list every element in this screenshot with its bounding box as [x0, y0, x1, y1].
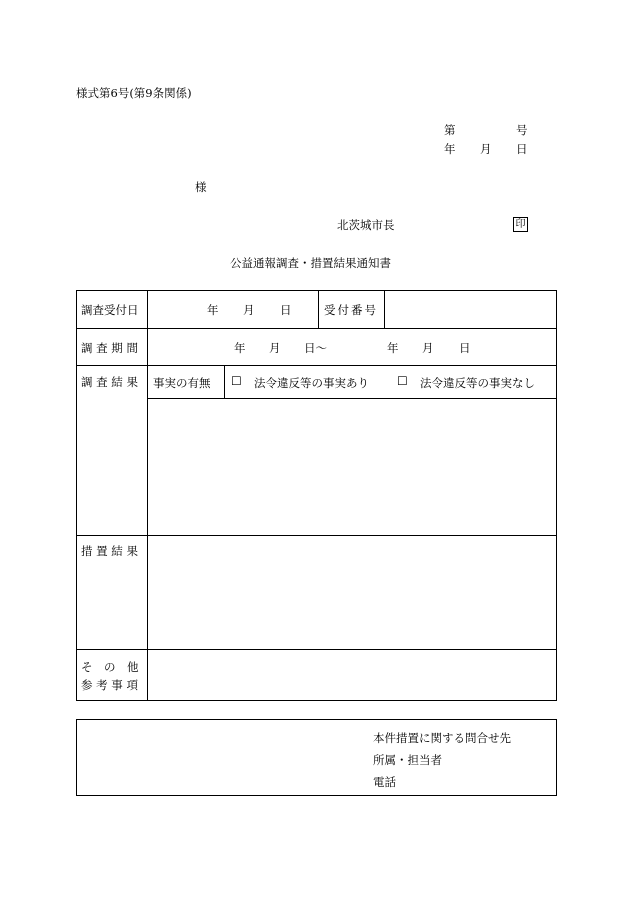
date-year: 年 [444, 142, 456, 156]
period-end-day: 日 [459, 341, 471, 355]
period-start-month: 月 [269, 341, 281, 355]
table-rule [76, 365, 557, 366]
period-start-day: 日〜 [304, 341, 327, 355]
measure-result-field[interactable] [152, 541, 552, 643]
other-label-line2: 参 考 事 項 [81, 678, 138, 692]
table-rule [318, 290, 319, 328]
checkbox-violation-no[interactable]: ☐ [397, 374, 408, 388]
option-violation-yes: 法令違反等の事実あり [254, 376, 369, 390]
seal-mark: 印 [513, 217, 528, 232]
receipt-number-field[interactable] [390, 297, 550, 321]
sender-name: 北茨城市長 [337, 218, 395, 232]
table-rule [224, 365, 225, 398]
document-title: 公益通報調査・措置結果通知書 [230, 256, 391, 270]
investigation-period-label: 調 査 期 間 [81, 341, 138, 355]
date-month: 月 [480, 142, 492, 156]
doc-number-suffix: 号 [516, 123, 528, 137]
table-rule [384, 290, 385, 328]
contact-heading: 本件措置に関する問合せ先 [373, 731, 511, 745]
date-day: 日 [516, 142, 528, 156]
form-number: 様式第6号(第9条関係) [76, 86, 192, 100]
investigation-result-label: 調 査 結 果 [81, 375, 138, 389]
receipt-number-label: 受付番号 [324, 303, 378, 317]
checkbox-violation-yes[interactable]: ☐ [231, 374, 242, 388]
measure-result-label: 措 置 結 果 [81, 544, 138, 558]
receipt-date-year: 年 [207, 303, 219, 317]
doc-number-prefix: 第 [444, 123, 456, 137]
option-violation-no: 法令違反等の事実なし [420, 376, 535, 390]
other-label-line1: そ の 他 [81, 660, 139, 674]
period-end-month: 月 [422, 341, 434, 355]
receipt-date-label: 調査受付日 [81, 303, 139, 317]
table-rule [147, 290, 148, 701]
facts-label: 事実の有無 [153, 376, 211, 390]
addressee-suffix: 様 [195, 180, 207, 194]
contact-department: 所属・担当者 [373, 753, 442, 767]
investigation-result-field[interactable] [152, 404, 552, 530]
table-rule [147, 398, 557, 399]
contact-phone: 電話 [373, 775, 396, 789]
other-notes-field[interactable] [152, 655, 552, 695]
table-rule [76, 649, 557, 650]
receipt-date-month: 月 [243, 303, 255, 317]
period-end-year: 年 [387, 341, 399, 355]
table-rule [76, 535, 557, 536]
period-start-year: 年 [234, 341, 246, 355]
receipt-date-day: 日 [280, 303, 292, 317]
table-rule [76, 328, 557, 329]
